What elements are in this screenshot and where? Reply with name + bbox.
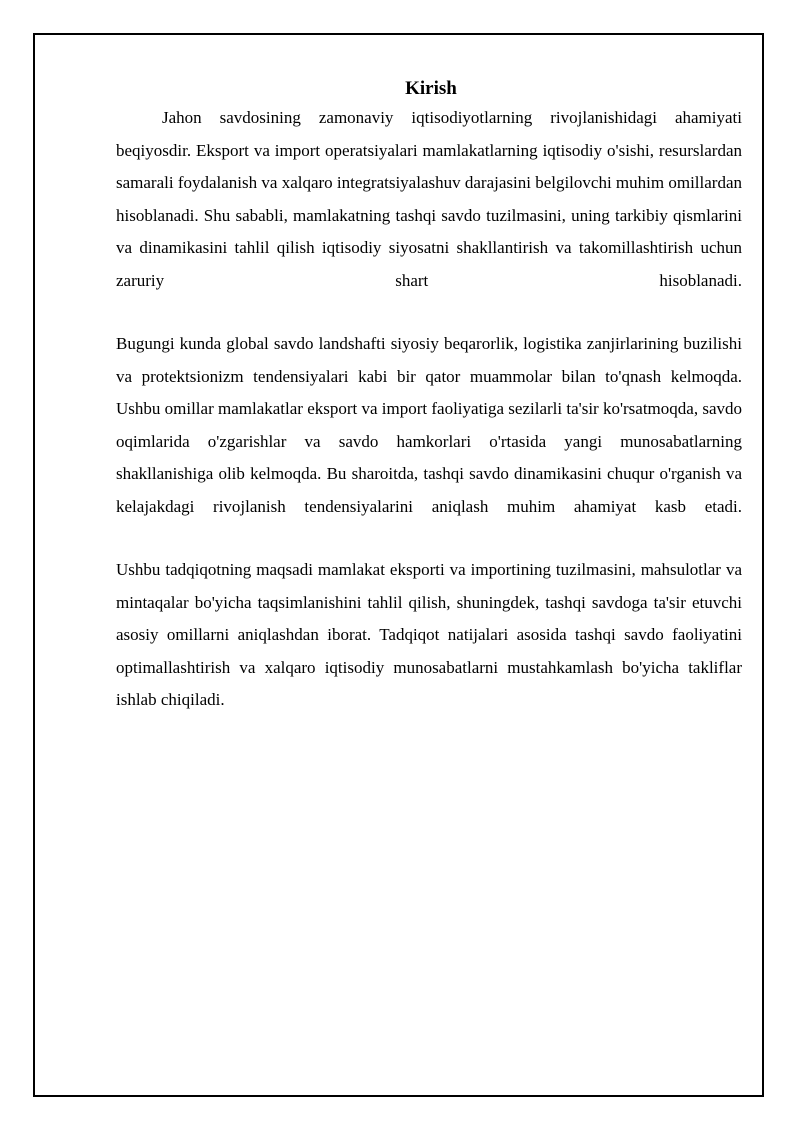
- paragraph-global-trade: Bugungi kunda global savdo landshafti siyosiy beqarorlik, logistika zanjirlarining buzilishi va protektsionizm tendensiyalari kabi bir qator muammolar bilan to'qnash kelmoqda. Ushbu omillar mamlakatlar eksport va import faoliyatiga sezilarli ta'sir ko'rsatmoqda, savdo oqimlarida o'zgarishlar va savdo hamkorlari o'rtasida yangi munosabatlarning shakllanishiga olib kelmoqda. Bu sharoitda, tashqi savdo dinamikasini chuqur o'rganish va kelajakdagi rivojlanish tendensiyalarini aniqlash muhim ahamiyat kasb etadi.: [116, 334, 742, 516]
- paragraph-introduction: Jahon savdosining zamonaviy iqtisodiyotlarning rivojlanishidagi ahamiyati beqiyosdir. Eksport va import operatsiyalari mamlakatlarning iqtisodiy o'sishi, resurslardan samarali foydalanish va xalqaro integratsiyalashuv darajasini belgilovchi muhim omillardan hisoblanadi. Shu sababli, mamlakatning tashqi savdo tuzilmasini, uning tarkibiy qismlarini va dinamikasini tahlil qilish iqtisodiy siyosatni shakllantirish va takomillashtirish uchun zaruriy shart hisoblanadi.: [116, 108, 742, 290]
- paragraph-spacer: [116, 523, 742, 554]
- page-title: Kirish: [405, 78, 457, 99]
- paragraph-spacer: [116, 297, 742, 328]
- paragraph-research-goal: Ushbu tadqiqotning maqsadi mamlakat eksporti va importining tuzilmasini, mahsulotlar va mintaqalar bo'yicha taqsimlanishini tahlil qilish, shuningdek, tashqi savdoga ta'sir etuvchi asosiy omillarni aniqlashdan iborat. Tadqiqot natijalari asosida tashqi savdo faoliyatini optimallashtirish va xalqaro iqtisodiy munosabatlarni mustahkamlash bo'yicha takliflar ishlab chiqiladi.: [116, 560, 742, 709]
- document-body: [116, 76, 742, 717]
